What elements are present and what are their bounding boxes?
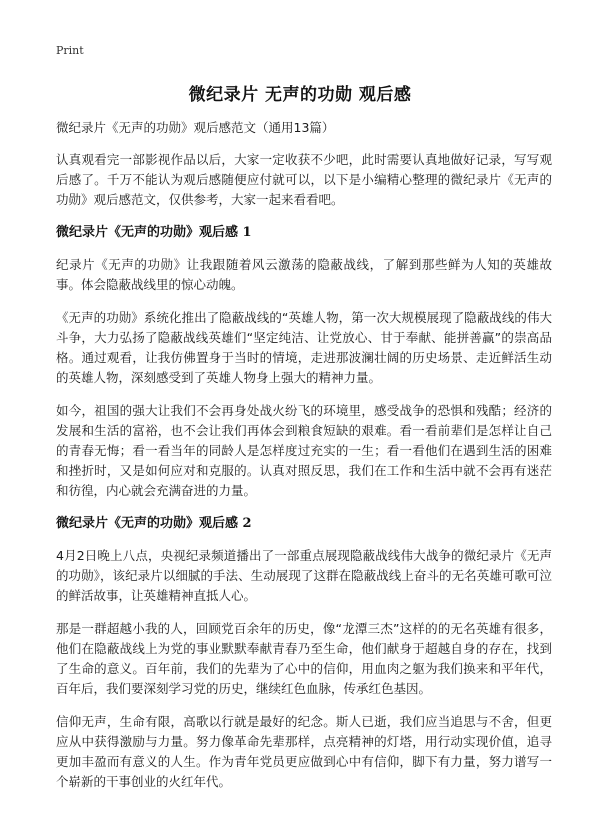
paragraph: 4月2日晚上八点，央视纪录频道播出了一部重点展现隐蔽战线伟大战争的微纪录片《无声的功勋》，该纪录片以细腻的手法、生动展现了这群在隐蔽战线上奋斗的无名英雄可歌可泣的鲜活故事，让英雄精神直抵人心。 xyxy=(56,548,552,603)
section-heading: 微纪录片《无声的功勋》观后感 1 xyxy=(56,225,252,240)
section-2 xyxy=(56,514,552,792)
document-subtitle: 微纪录片《无声的功勋》观后感范文（通用13篇） xyxy=(56,120,335,135)
print-label: Print xyxy=(56,44,84,57)
intro-paragraph: 认真观看完一部影视作品以后，大家一定收获不少吧，此时需要认真地做好记录，写写观后感了。千万不能认为观后感随便应付就可以，以下是小编精心整理的微纪录片《无声的功勋》观后感范文，仅供参考，大家一起来看看吧。 xyxy=(56,152,552,207)
paragraph: 《无声的功勋》系统化推出了隐蔽战线的“英雄人物，第一次大规模展现了隐蔽战线的伟大斗争，大力弘扬了隐蔽战线英雄们“坚定纯洁、让党放心、甘于奉献、能拼善赢”的崇高品格。通过观看，让我仿佛置身于当时的情境，走进那波澜壮阔的历史场景、走近鲜活生动的英雄人物，深刻感受到了英雄人物身上强大的精神力量。 xyxy=(56,310,552,385)
paragraph: 如今，祖国的强大让我们不会再身处战火纷飞的环境里，感受战争的恐惧和残酷；经济的发展和生活的富裕，也不会让我们再体会到粮食短缺的艰难。看一看前辈们是怎样让自己的青春无悔；看一看当年的同龄人是怎样度过充实的一生；看一看他们在遇到生活的困难和挫折时，又是如何应对和克服的。认真对照反思，我们在工作和生活中就不会再有迷茫和彷徨，内心就会充满奋进的力量。 xyxy=(56,403,552,498)
section-heading: 微纪录片《无声的功勋》观后感 2 xyxy=(56,516,252,531)
paragraph: 信仰无声，生命有限，高歌以行就是最好的纪念。斯人已逝，我们应当追思与不舍，但更应从中获得激励与力量。努力像革命先辈那样，点亮精神的灯塔，用行动实现价值，追寻更加丰盈而有意义的人生。作为青年党员更应做到心中有信仰，脚下有力量，努力谱写一个崭新的干事创业的火红年代。 xyxy=(56,714,552,789)
paragraph: 那是一群超越小我的人，回顾党百余年的历史，像“龙潭三杰”这样的的无名英雄有很多，他们在隐蔽战线上为党的事业默默奉献青春乃至生命，他们献身于超越自身的存在，找到了生命的意义。百年前，我们的先辈为了心中的信仰，用血肉之躯为我们换来和平年代，百年后，我们要深刻学习党的历史，继续红色血脉，传承红色基因。 xyxy=(56,621,552,696)
paragraph: 纪录片《无声的功勋》让我跟随着风云激荡的隐蔽战线，了解到那些鲜为人知的英雄故事。体会隐蔽战线里的惊心动魄。 xyxy=(56,257,552,292)
document-body xyxy=(56,118,552,805)
section-1 xyxy=(56,223,552,501)
document-title: 微纪录片 无声的功勋 观后感 xyxy=(188,85,412,105)
